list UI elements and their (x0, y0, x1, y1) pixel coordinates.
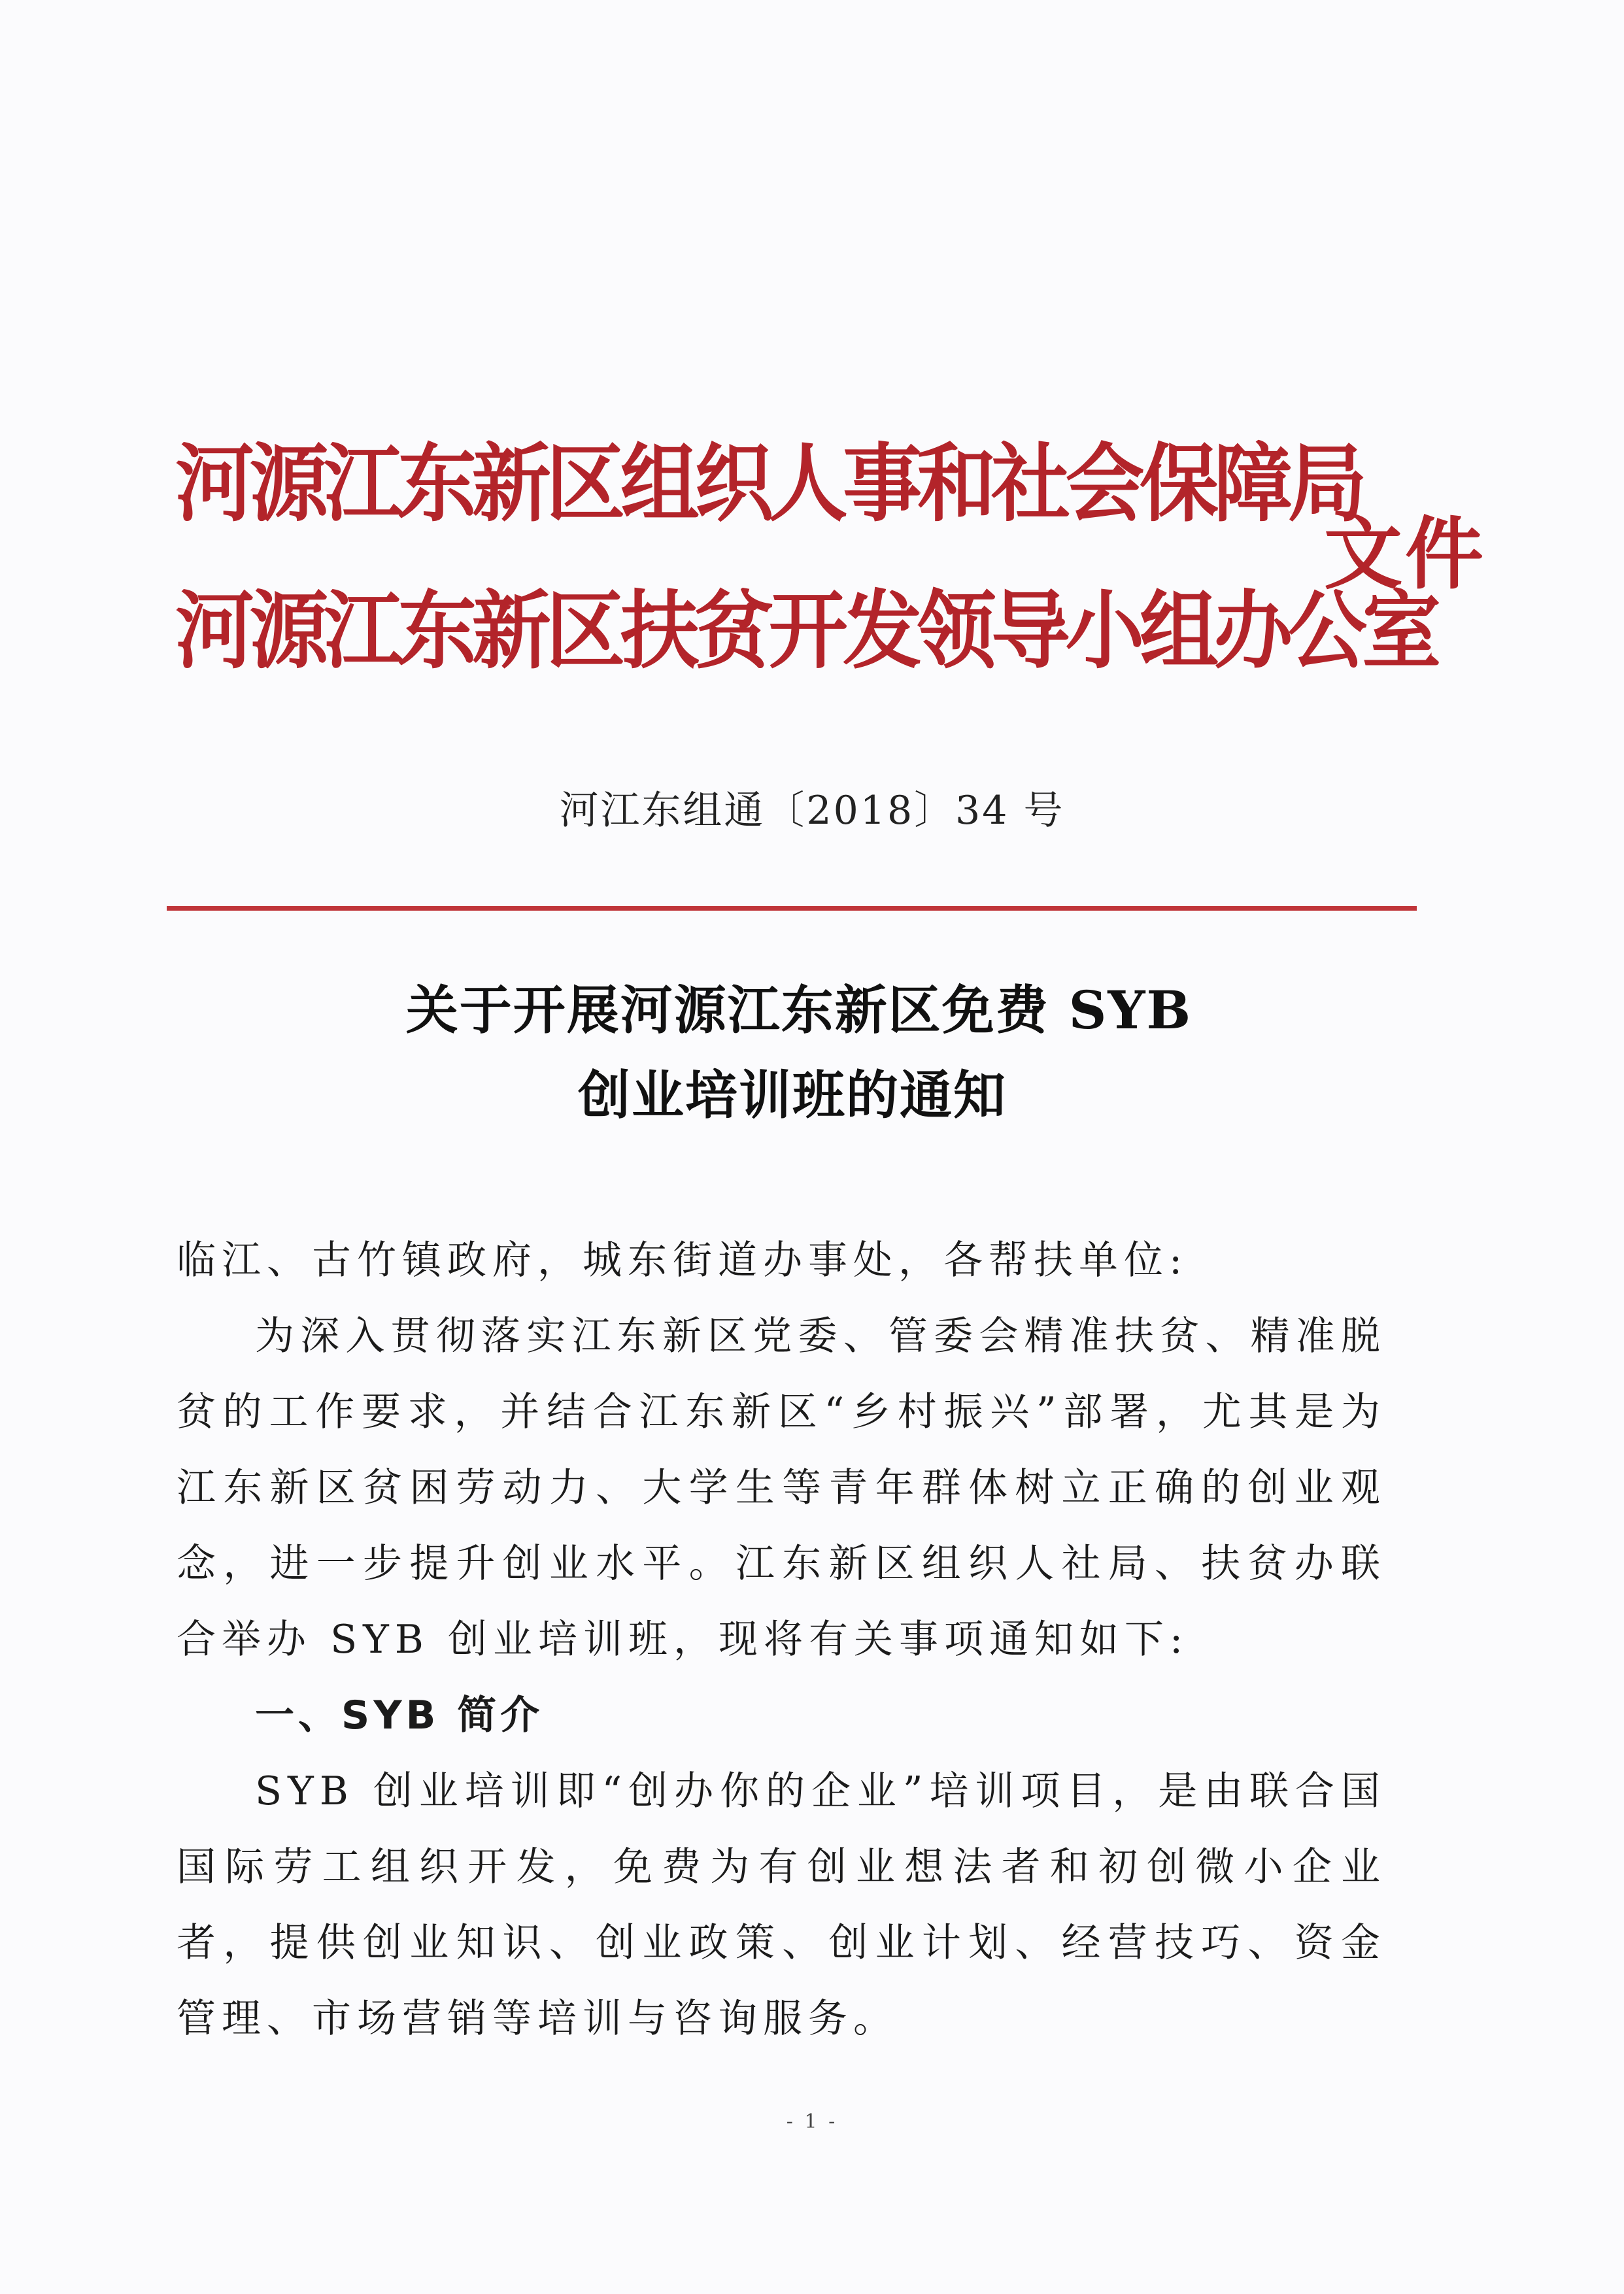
document-suffix: 文件 (1324, 508, 1486, 600)
issuer-name-line2: 河源江东新区扶贫开发领导小组办公室 (175, 581, 1436, 681)
red-divider-line (167, 906, 1417, 911)
paragraph-syb-intro: SYB 创业培训即“创办你的企业”培训项目，是由联合国国际劳工组织开发，免费为有创业想法者和初创微小企业者，提供创业知识、创业政策、创业计划、经营技巧、资金管理、市场营销等培训与咨询服务。 (177, 1768, 1386, 2042)
section-heading-syb: 一、SYB 简介 (255, 1693, 544, 1738)
paragraph-intro: 为深入贯彻落实江东新区党委、管委会精准扶贫、精准脱贫的工作要求，并结合江东新区“乡村振兴”部署，尤其是为江东新区贫困劳动力、大学生等青年群体树立正确的创业观念，进一步提升创业水平。江东新区组织人社局、扶贫办联合举办 SYB 创业培训班，现将有关事项通知如下: (177, 1313, 1386, 1662)
document-title-line1: 关于开展河源江东新区免费 SYB (405, 979, 1193, 1041)
document-number: 河江东组通〔2018〕34 号 (559, 788, 1065, 834)
document-title-line2: 创业培训班的通知 (578, 1064, 1007, 1126)
issuer-name-line1: 河源江东新区组织人事和社会保障局 (175, 433, 1362, 533)
addressee: 临江、古竹镇政府，城东街道办事处，各帮扶单位: (177, 1238, 1189, 1283)
page-number: - 1 - (786, 2110, 838, 2133)
document-body (177, 1223, 1386, 2057)
